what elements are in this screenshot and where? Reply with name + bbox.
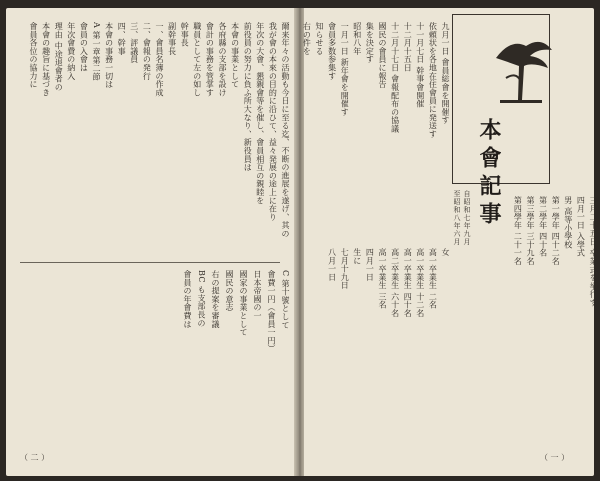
text-column: 昭和八年 [352,22,362,56]
text-column: 十二月十七日 會報配布の協議 [390,22,400,133]
text-column: 高一卒業生 二名 [428,248,438,309]
text-column: BC も支部長の [197,270,206,328]
text-column: 我が會の本來の目的に沿ひて、益々発展の途上に在り [268,22,278,222]
text-column: 國家の事業として [239,270,248,337]
text-column: 國民の會員に報告 [378,22,387,89]
text-column: 年次會費の納入 [66,22,76,81]
text-column: 一月一日 新年會を開催す [340,22,350,117]
text-column: 第三學年 三十九名 [526,196,535,266]
text-column: 會員多数参集す [327,22,337,81]
text-column: 各府縣の支部を設け [218,22,227,97]
text-column: A 第一章第二節 [92,22,101,81]
text-column: 會費一円（會員一円） [267,270,276,353]
text-column: 男 高等小學校 [563,196,573,249]
text-column: 高一卒業生 四十名 [403,248,413,318]
text-column: 高二卒業生 六十名 [390,248,400,318]
text-column: 三月二十五日 卒業式を挙行す [589,196,598,307]
text-column: 高一卒業生 三名 [378,248,387,309]
text-column: 會員の入會は [79,22,89,72]
text-column: 會員の年會費は [183,270,192,329]
text-column: 爾来年々の活動も今日に至る迄、不断の進展を遂げ、其の [281,22,290,238]
text-column: 右の件を [302,22,312,56]
text-column: 本會の事業として [230,22,240,89]
text-column: 日本帝國の一 [253,270,262,320]
section-title: 本會記事 [476,118,502,230]
text-column: 右の提案を審議 [211,270,220,329]
text-column: 前役員の努力に負ふ所大なり、新役員は [243,22,253,172]
text-column: 第一學年 四十二名 [551,196,561,266]
text-column: 第二學年 四十名 [538,196,548,257]
text-column: 會員各位の協力に [29,22,38,89]
text-column: 高一卒業生 十二名 [415,248,425,318]
text-column: 知らせる [315,22,324,56]
text-column: 七月十九日 [340,248,350,290]
text-column: 二、會報の発行 [142,22,152,81]
text-column: 三、評議員 [129,22,139,64]
text-column: 幹事長 [180,22,190,47]
title-subtitle-1: 自昭和七年九月 [463,190,471,246]
text-column: 四月一日 [365,248,375,282]
text-column: 職員として左の如し [192,22,202,97]
title-subtitle-2: 至昭和八年六月 [453,190,461,246]
text-column: 年次の大會、懇親會等を催し、會員相互の親睦を [255,22,265,205]
text-column: 十一月七日 幹事會開催 [415,22,425,108]
text-column: 十二月十五日 [403,22,413,72]
text-column: 國民の意志 [225,270,234,312]
text-column: 八月一日 [327,248,337,282]
text-column: 生に [352,248,362,265]
text-column: 九月一日 會員総會を開催す [441,22,450,125]
text-column: C 第十號として [281,270,290,330]
text-column: 集を決定す [365,22,375,64]
left-page-number: （ 二 ） [20,453,50,462]
section-divider [20,262,280,263]
text-column: 理由 中途退會者の [54,22,64,92]
text-column: 依頼状を各地在住會員に発送す [428,22,438,139]
text-column: 四月一日 入學式 [576,196,586,257]
text-column: 一、會員名簿の作成 [155,22,164,97]
text-column: 本會の趣旨に基づき [41,22,51,97]
pine-tree-illustration [486,28,556,108]
text-column: 四、幹事 [117,22,127,56]
text-column: 本會の事務一切は [104,22,114,89]
text-column: 會計の事務を管掌す [205,22,215,97]
text-column: 女 [441,248,450,257]
right-page-number: （ 一 ） [540,453,570,462]
text-column: 第四學年 二十一名 [513,196,523,266]
text-column: 副幹事長 [167,22,177,56]
